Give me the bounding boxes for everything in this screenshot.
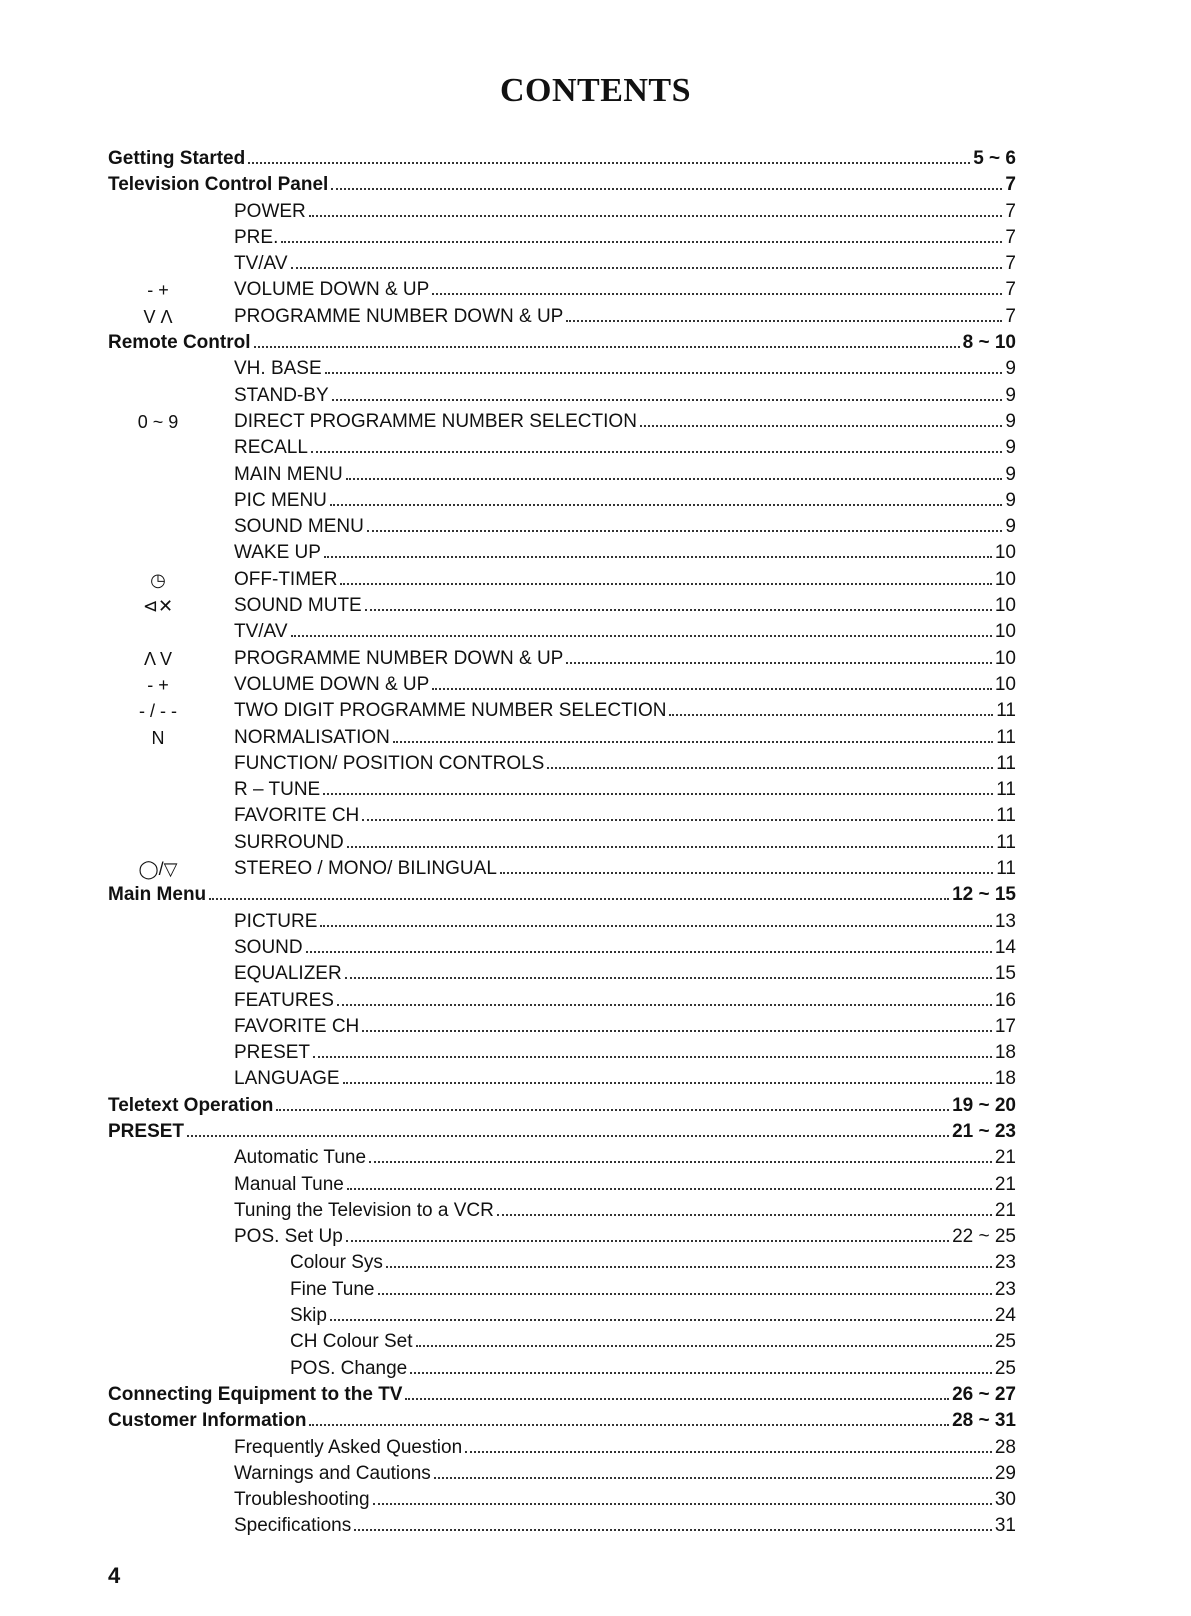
dot-leader <box>309 1424 949 1426</box>
toc-entry-page: 7 <box>1005 253 1016 275</box>
toc-entry-label: TV/AV <box>234 621 288 643</box>
toc-entry-label: SOUND MENU <box>234 516 364 538</box>
toc-entry <box>108 1382 1016 1408</box>
toc-entry-page: 24 <box>994 1305 1016 1327</box>
toc-entry <box>108 672 1016 698</box>
toc-entry-label: Colour Sys <box>290 1252 383 1274</box>
dot-leader <box>209 898 949 900</box>
dot-leader <box>378 1293 992 1295</box>
toc-entry-label: FAVORITE CH <box>234 805 360 827</box>
toc-entry-symbol: - / - - <box>139 701 177 722</box>
toc-entry-label: Teletext Operation <box>108 1094 274 1116</box>
toc-entry-page: 9 <box>1005 489 1016 511</box>
toc-entry-page: 25 <box>994 1357 1016 1379</box>
toc-entry-page: 9 <box>1005 463 1016 485</box>
toc-entry <box>108 1513 1016 1539</box>
toc-entry-label: POS. Change <box>290 1357 408 1379</box>
dot-leader <box>669 714 993 716</box>
toc-entry <box>108 225 1016 251</box>
toc-entry-page: 28 <box>994 1436 1016 1458</box>
toc-entry-label: CH Colour Set <box>290 1331 413 1353</box>
dot-leader <box>276 1109 949 1111</box>
toc-entry-page: 7 <box>1005 279 1016 301</box>
dot-leader <box>405 1398 949 1400</box>
toc-entry-label: VH. BASE <box>234 358 322 380</box>
dot-leader <box>500 872 993 874</box>
dot-leader <box>434 1477 992 1479</box>
dot-leader <box>248 162 970 164</box>
toc-entry <box>108 488 1016 514</box>
dot-leader <box>416 1345 992 1347</box>
dot-leader <box>324 556 992 558</box>
toc-entry-label: Fine Tune <box>290 1278 375 1300</box>
dot-leader <box>291 267 1003 269</box>
toc-entry-label: PICTURE <box>234 910 318 932</box>
toc-entry-page: 31 <box>994 1515 1016 1537</box>
dot-leader <box>281 241 1002 243</box>
dot-leader <box>187 1135 949 1137</box>
toc-entry-label: R – TUNE <box>234 779 321 801</box>
toc-entry <box>108 803 1016 829</box>
toc-entry-label: Connecting Equipment to the TV <box>108 1383 403 1405</box>
toc-entry <box>108 409 1016 435</box>
toc-entry <box>108 277 1016 303</box>
toc-entry <box>108 1198 1016 1224</box>
toc-entry-label: FUNCTION/ POSITION CONTROLS <box>234 752 545 774</box>
toc-entry-page: 16 <box>994 989 1016 1011</box>
dot-leader <box>362 1030 992 1032</box>
toc-entry <box>108 540 1016 566</box>
dot-leader <box>566 662 992 664</box>
toc-entry-symbol: N <box>151 727 165 748</box>
dot-leader <box>325 372 1003 374</box>
toc-entry-label: Getting Started <box>108 148 246 169</box>
toc-entry <box>108 435 1016 461</box>
toc-entry-symbol: Λ V <box>143 648 173 669</box>
toc-entry-label: VOLUME DOWN & UP <box>234 279 430 301</box>
toc-entry-page: 29 <box>994 1462 1016 1484</box>
toc-entry-symbol: - + <box>147 280 169 301</box>
toc-entry-page: 15 <box>994 963 1016 985</box>
toc-entry <box>108 514 1016 540</box>
dot-leader <box>365 609 992 611</box>
toc-entry-page: 10 <box>994 621 1016 643</box>
toc-entry-label: WAKE UP <box>234 542 321 564</box>
toc-entry-page: 13 <box>994 910 1016 932</box>
toc-entry-page: 11 <box>996 805 1016 827</box>
toc-entry <box>108 1329 1016 1355</box>
dot-leader <box>410 1372 992 1374</box>
toc-entry-label: DIRECT PROGRAMME NUMBER SELECTION <box>234 410 637 432</box>
toc-entry-label: FEATURES <box>234 989 334 1011</box>
toc-entry <box>108 1119 1016 1145</box>
toc-entry <box>108 593 1016 619</box>
toc-entry-label: Main Menu <box>108 884 207 906</box>
toc-entry-label: STAND-BY <box>234 384 329 406</box>
toc-entry <box>108 330 1016 356</box>
toc-entry-page: 7 <box>1005 174 1016 196</box>
toc-entry <box>108 251 1016 277</box>
dot-leader <box>386 1266 992 1268</box>
dot-leader <box>354 1529 992 1531</box>
toc-entry-page: 18 <box>994 1068 1016 1090</box>
toc-entry-label: LANGUAGE <box>234 1068 340 1090</box>
dot-leader <box>362 819 993 821</box>
toc-entry <box>108 935 1016 961</box>
toc-entry <box>108 698 1016 724</box>
toc-entry-symbol: 0 ~ 9 <box>137 411 179 432</box>
toc-entry-page: 14 <box>994 936 1016 958</box>
toc-entry-label: PRESET <box>108 1120 185 1142</box>
toc-entry-page: 21 <box>994 1173 1016 1195</box>
toc-entry-label: PRESET <box>234 1042 311 1064</box>
toc-entry-page: 10 <box>994 647 1016 669</box>
toc-entry-label: SOUND <box>234 936 303 958</box>
toc-entry-page: 21 <box>994 1147 1016 1169</box>
toc-entry <box>108 619 1016 645</box>
dot-leader <box>331 188 1002 190</box>
toc-entry-page: 21 ~ 23 <box>952 1120 1016 1142</box>
toc-entry-page: 11 <box>996 858 1016 880</box>
toc-entry-symbol: - + <box>147 674 169 695</box>
dot-leader <box>347 1188 992 1190</box>
toc-entry <box>108 1014 1016 1040</box>
toc-entry <box>108 1250 1016 1276</box>
toc-entry-page: 9 <box>1005 384 1016 406</box>
toc-entry-label: Specifications <box>234 1515 352 1537</box>
toc-entry <box>108 356 1016 382</box>
toc-entry-symbol: V Λ <box>143 306 173 327</box>
toc-entry-label: TWO DIGIT PROGRAMME NUMBER SELECTION <box>234 700 667 722</box>
dot-leader <box>306 951 992 953</box>
toc-entry-page: 17 <box>994 1015 1016 1037</box>
dot-leader <box>367 530 1003 532</box>
toc-entry-page: 7 <box>1005 305 1016 327</box>
toc-entry <box>108 1224 1016 1250</box>
toc-entry-page: 9 <box>1005 358 1016 380</box>
dot-leader <box>432 293 1002 295</box>
toc-entry <box>108 462 1016 488</box>
dot-leader <box>254 346 960 348</box>
dot-leader <box>332 399 1003 401</box>
toc-entry <box>108 751 1016 777</box>
toc-entry <box>108 882 1016 908</box>
toc-entry-label: FAVORITE CH <box>234 1015 360 1037</box>
toc-entry-label: POWER <box>234 200 306 222</box>
toc-entry-page: 30 <box>994 1489 1016 1511</box>
toc-entry <box>108 1145 1016 1171</box>
toc-entry-label: SURROUND <box>234 831 344 853</box>
toc-entry <box>108 304 1016 330</box>
dot-leader <box>566 320 1002 322</box>
toc-entry-label: PROGRAMME NUMBER DOWN & UP <box>234 305 564 327</box>
toc-entry <box>108 1356 1016 1382</box>
toc-entry <box>108 146 1016 172</box>
toc-entry-page: 10 <box>994 673 1016 695</box>
dot-leader <box>311 451 1003 453</box>
dot-leader <box>323 793 993 795</box>
toc-entry <box>108 830 1016 856</box>
page-title: CONTENTS <box>499 72 692 109</box>
toc-entry-page: 5 ~ 6 <box>973 148 1016 169</box>
toc-entry-page: 9 <box>1005 437 1016 459</box>
toc-entry-label: NORMALISATION <box>234 726 390 748</box>
dot-leader <box>291 635 992 637</box>
dot-leader <box>393 741 993 743</box>
toc-entry-label: Automatic Tune <box>234 1147 367 1169</box>
toc-entry-label: Skip <box>290 1305 327 1327</box>
toc-entry-page: 11 <box>996 726 1016 748</box>
toc-entry-label: Troubleshooting <box>234 1489 370 1511</box>
dot-leader <box>347 846 993 848</box>
toc-entry-symbol: ⊲✕ <box>142 596 174 617</box>
toc-entry <box>108 1435 1016 1461</box>
toc-entry <box>108 777 1016 803</box>
toc-entry-label: STEREO / MONO/ BILINGUAL <box>234 858 497 880</box>
toc-entry-page: 12 ~ 15 <box>952 884 1016 906</box>
toc-entry-page: 11 <box>996 831 1016 853</box>
dot-leader <box>337 1004 992 1006</box>
dot-leader <box>340 583 991 585</box>
toc-entry-page: 26 ~ 27 <box>952 1383 1016 1405</box>
dot-leader <box>640 425 1003 427</box>
toc-entry-label: PRE. <box>234 226 279 248</box>
toc-entry <box>108 1277 1016 1303</box>
toc-entry-page: 10 <box>994 542 1016 564</box>
dot-leader <box>465 1451 992 1453</box>
dot-leader <box>320 925 991 927</box>
dot-leader <box>330 504 1003 506</box>
dot-leader <box>369 1161 992 1163</box>
toc-entry-page: 10 <box>994 595 1016 617</box>
toc-entry <box>108 988 1016 1014</box>
toc-entry-label: Tuning the Television to a VCR <box>234 1199 494 1221</box>
toc-entry <box>108 1040 1016 1066</box>
toc-entry-label: Frequently Asked Question <box>234 1436 463 1458</box>
toc-entry-label: POS. Set Up <box>234 1226 343 1248</box>
toc-entry <box>108 725 1016 751</box>
toc-entry <box>108 1093 1016 1119</box>
toc-entry-page: 11 <box>996 779 1016 801</box>
toc-entry-page: 9 <box>1005 516 1016 538</box>
toc-entry <box>108 172 1016 198</box>
toc-entry-page: 7 <box>1005 226 1016 248</box>
toc-entry-symbol: ◷ <box>150 569 166 590</box>
page-number: 4 <box>108 1563 121 1588</box>
toc-entry-label: Remote Control <box>108 332 251 354</box>
toc-entry <box>108 1066 1016 1092</box>
toc-entry-label: RECALL <box>234 437 308 459</box>
dot-leader <box>346 1240 949 1242</box>
toc-entry-symbol: ◯/▽ <box>138 859 178 880</box>
toc-entry-page: 28 ~ 31 <box>952 1410 1016 1432</box>
toc-entry-label: Warnings and Cautions <box>234 1462 431 1484</box>
toc-entry <box>108 199 1016 225</box>
toc-entry <box>108 856 1016 882</box>
dot-leader <box>343 1082 992 1084</box>
dot-leader <box>547 767 993 769</box>
toc-entry-page: 10 <box>994 568 1016 590</box>
toc-entry-page: 21 <box>994 1199 1016 1221</box>
dot-leader <box>346 478 1003 480</box>
toc-entry-label: MAIN MENU <box>234 463 343 485</box>
toc-entry-label: SOUND MUTE <box>234 595 362 617</box>
dot-leader <box>330 1319 992 1321</box>
dot-leader <box>345 977 992 979</box>
dot-leader <box>497 1214 992 1216</box>
toc-entry-page: 23 <box>994 1278 1016 1300</box>
toc-entry-label: Customer Information <box>108 1410 307 1432</box>
toc-entry <box>108 646 1016 672</box>
toc-entry-label: VOLUME DOWN & UP <box>234 673 430 695</box>
toc-entry-page: 8 ~ 10 <box>962 332 1016 354</box>
toc-entry <box>108 1303 1016 1329</box>
toc-entry-label: Manual Tune <box>234 1173 344 1195</box>
toc-entry <box>108 909 1016 935</box>
toc-entry-label: TV/AV <box>234 253 288 275</box>
toc-entry-label: PIC MENU <box>234 489 327 511</box>
toc-entry-label: OFF-TIMER <box>234 568 338 590</box>
toc-entry <box>108 1461 1016 1487</box>
toc-entry-label: EQUALIZER <box>234 963 342 985</box>
toc-entry <box>108 1172 1016 1198</box>
toc-entry-page: 11 <box>996 752 1016 774</box>
dot-leader <box>309 215 1003 217</box>
toc-entry <box>108 567 1016 593</box>
dot-leader <box>373 1503 992 1505</box>
toc-entry <box>108 1487 1016 1513</box>
toc-entry-page: 25 <box>994 1331 1016 1353</box>
toc-entry-page: 19 ~ 20 <box>952 1094 1016 1116</box>
toc-entry-page: 23 <box>994 1252 1016 1274</box>
toc-entry-page: 22 ~ 25 <box>952 1226 1016 1248</box>
toc-entry-page: 7 <box>1005 200 1016 222</box>
toc-entry <box>108 1408 1016 1434</box>
toc-entry-page: 9 <box>1005 410 1016 432</box>
toc-entry <box>108 961 1016 987</box>
dot-leader <box>313 1056 992 1058</box>
table-of-contents <box>108 146 1016 1540</box>
toc-entry-label: Television Control Panel <box>108 174 329 196</box>
toc-entry-page: 11 <box>996 700 1016 722</box>
toc-entry-page: 18 <box>994 1042 1016 1064</box>
toc-entry-label: PROGRAMME NUMBER DOWN & UP <box>234 647 564 669</box>
toc-entry <box>108 383 1016 409</box>
dot-leader <box>432 688 992 690</box>
